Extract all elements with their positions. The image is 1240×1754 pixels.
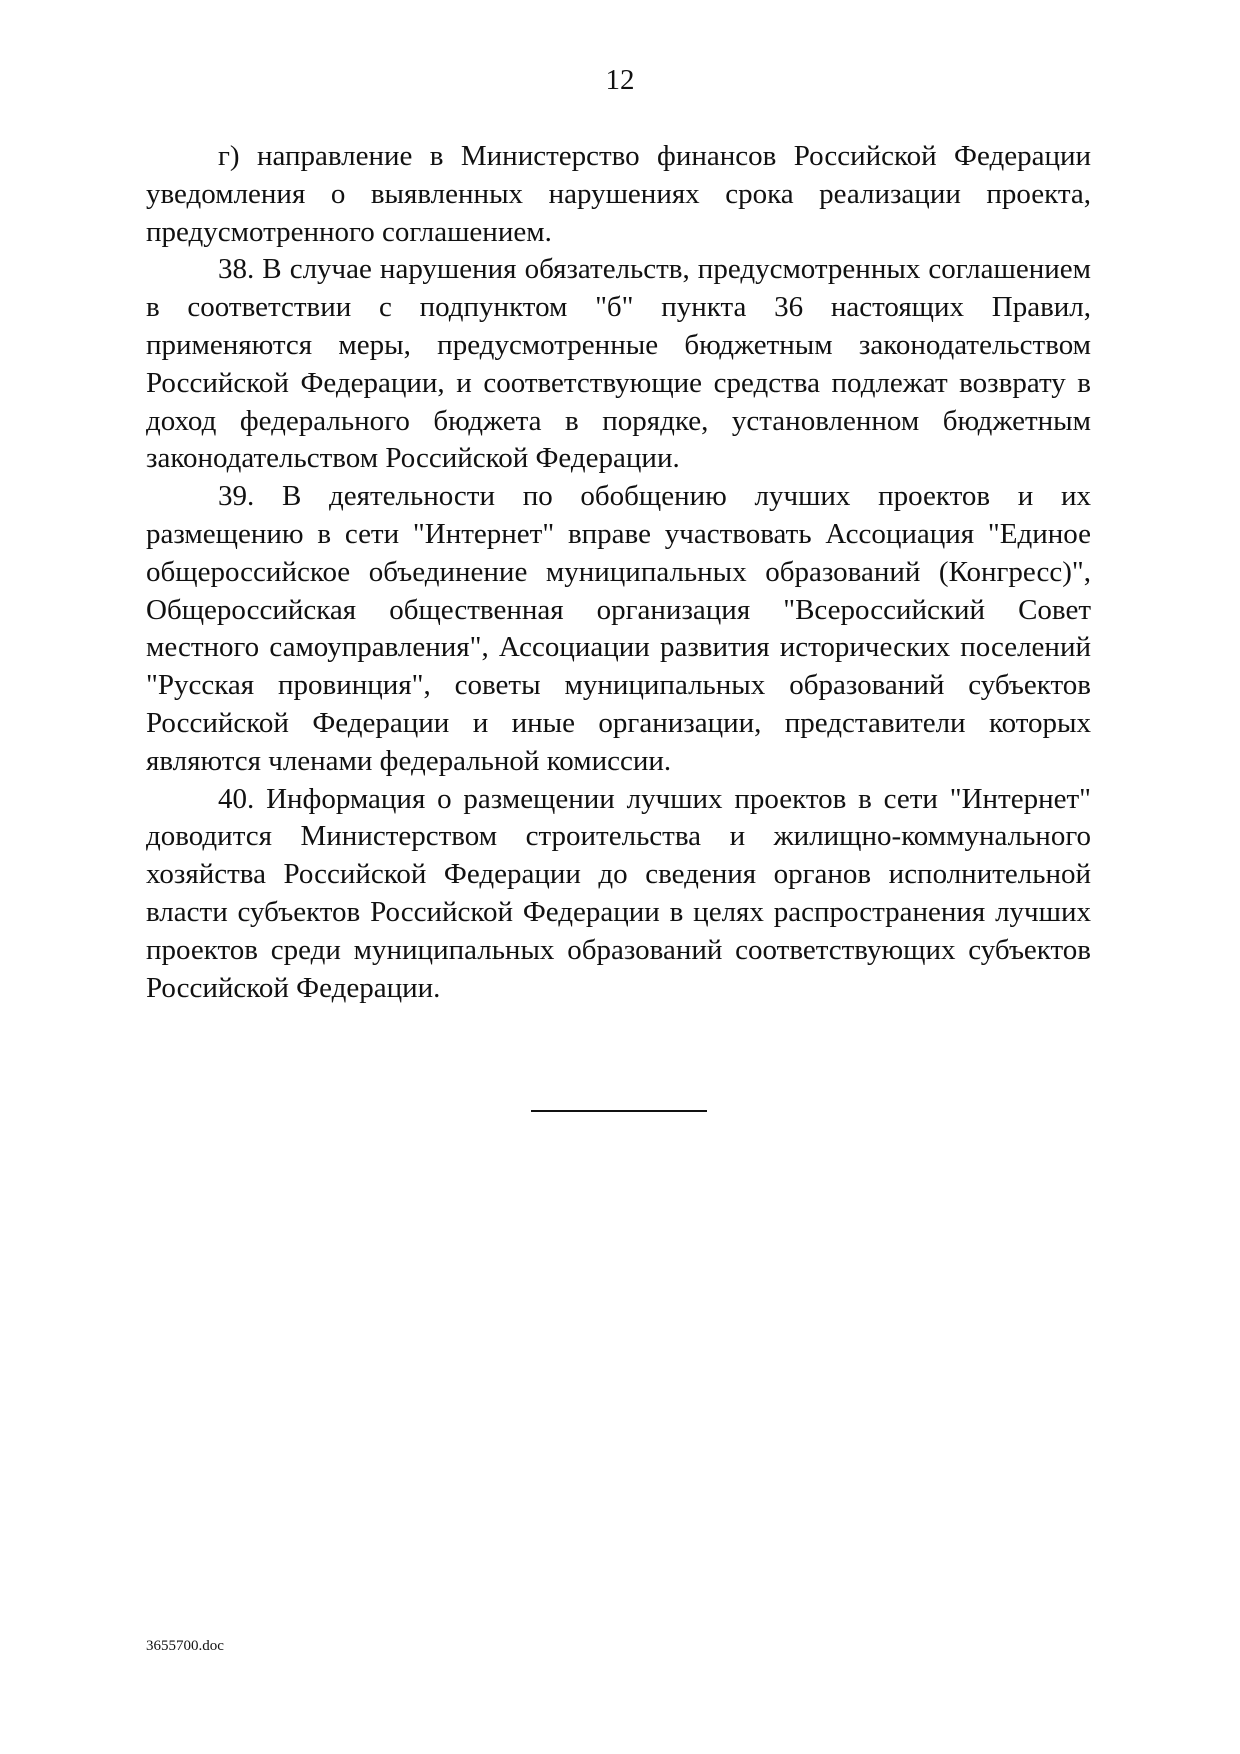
paragraph-g-notification: г) направление в Министерство финансов Российской Федерации уведомления о выявленных нарушениях срока реализации проекта, предусмотренного соглашением. xyxy=(146,140,1091,248)
document-body xyxy=(146,138,1091,1007)
paragraph-39: 39. В деятельности по обобщению лучших проектов и их размещению в сети "Интернет" вправе участвовать Ассоциация "Единое общероссийское объединение муниципальных образований (Конгресс)", Общероссийская общественная организация "Всероссийский Совет местного самоуправления", Ассоциации развития исторических поселений "Русская провинция", советы муниципальных образований субъектов Российской Федерации и иные организации, представители которых являются членами федеральной комиссии. xyxy=(146,480,1091,777)
footer-file-name: 3655700.doc xyxy=(146,1638,224,1654)
end-of-document-rule xyxy=(531,1110,707,1112)
page-number: 12 xyxy=(605,64,635,96)
paragraph-38: 38. В случае нарушения обязательств, предусмотренных соглашением в соответствии с подпунктом "б" пункта 36 настоящих Правил, применяются меры, предусмотренные бюджетным законодательством Российской Федерации, и соответствующие средства подлежат возврату в доход федерального бюджета в порядке, установленном бюджетным законодательством Российской Федерации. xyxy=(146,253,1091,475)
paragraph-40: 40. Информация о размещении лучших проектов в сети "Интернет" доводится Министерством строительства и жилищно-коммунального хозяйства Российской Федерации до сведения органов исполнительной власти субъектов Российской Федерации в целях распространения лучших проектов среди муниципальных образований соответствующих субъектов Российской Федерации. xyxy=(146,782,1091,1004)
